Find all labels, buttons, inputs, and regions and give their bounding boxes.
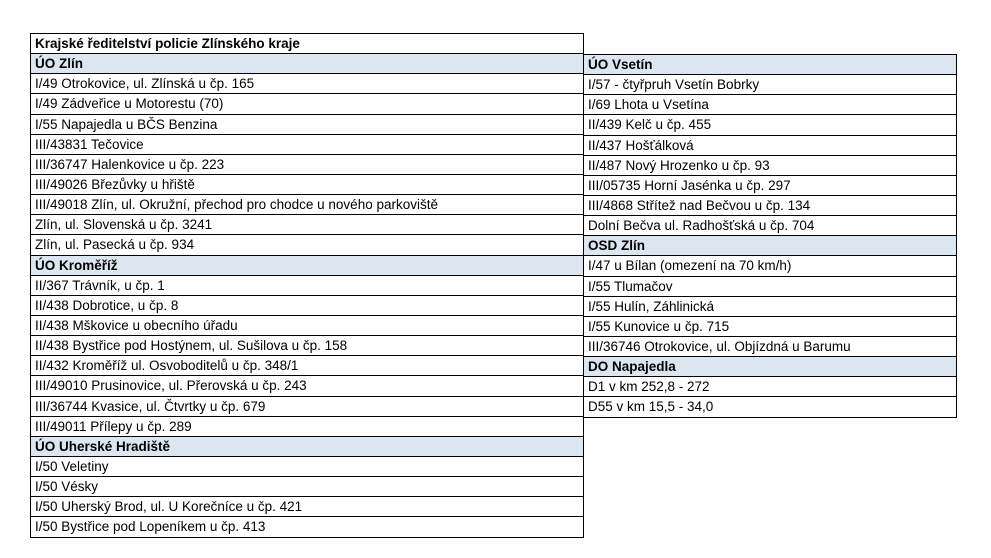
table-cell[interactable]: II/437 Hošťálková <box>584 135 957 155</box>
table-row <box>584 175 957 195</box>
table-row <box>31 456 584 476</box>
table-cell[interactable]: D1 v km 252,8 - 272 <box>584 377 957 397</box>
table-cell[interactable]: I/50 Uherský Brod, ul. U Korečníce u čp. 421 <box>31 497 584 517</box>
table-cell[interactable]: I/69 Lhota u Vsetína <box>584 95 957 115</box>
table-row <box>31 74 584 94</box>
table-cell[interactable]: III/49018 Zlín, ul. Okružní, přechod pro chodce u nového parkoviště <box>31 195 584 215</box>
table-row <box>584 115 957 135</box>
table-cell[interactable]: I/47 u Bílan (omezení na 70 km/h) <box>584 256 957 276</box>
table-row <box>31 416 584 436</box>
table-row <box>584 95 957 115</box>
right-table-body <box>584 55 957 418</box>
table-cell[interactable]: III/49011 Přílepy u čp. 289 <box>31 416 584 436</box>
right-table <box>583 54 957 418</box>
table-row <box>584 336 957 356</box>
table-cell[interactable]: I/49 Zádveřice u Motorestu (70) <box>31 94 584 114</box>
table-row <box>31 497 584 517</box>
title-row <box>31 34 584 54</box>
section-header-cell[interactable]: ÚO Vsetín <box>584 55 957 75</box>
table-cell[interactable]: III/36746 Otrokovice, ul. Objízdná u Barumu <box>584 336 957 356</box>
table-cell[interactable]: I/55 Napajedla u BČS Benzina <box>31 114 584 134</box>
table-cell[interactable]: Zlín, ul. Pasecká u čp. 934 <box>31 235 584 255</box>
left-table-body <box>31 34 584 538</box>
section-header-cell[interactable]: ÚO Kroměříž <box>31 255 584 275</box>
table-cell[interactable]: II/438 Mškovice u obecního úřadu <box>31 315 584 335</box>
table-row <box>31 195 584 215</box>
table-cell[interactable]: II/487 Nový Hrozenko u čp. 93 <box>584 155 957 175</box>
table-cell[interactable]: III/49026 Březůvky u hřiště <box>31 174 584 194</box>
table-cell[interactable]: I/50 Veletiny <box>31 456 584 476</box>
table-cell[interactable]: III/49010 Prusinovice, ul. Přerovská u čp. 243 <box>31 376 584 396</box>
table-row <box>31 315 584 335</box>
section-header-row <box>31 54 584 74</box>
table-row <box>584 377 957 397</box>
table-row <box>31 235 584 255</box>
section-header-row <box>584 236 957 256</box>
table-row <box>31 94 584 114</box>
section-header-row <box>584 357 957 377</box>
table-cell[interactable]: Dolní Bečva ul. Radhošťská u čp. 704 <box>584 216 957 236</box>
table-row <box>584 135 957 155</box>
table-row <box>31 376 584 396</box>
left-table <box>30 33 584 538</box>
table-row <box>584 75 957 95</box>
table-row <box>31 275 584 295</box>
table-row <box>31 396 584 416</box>
table-row <box>584 276 957 296</box>
table-row <box>584 316 957 336</box>
section-header-row <box>31 255 584 275</box>
table-row <box>584 296 957 316</box>
table-cell[interactable]: III/36747 Halenkovice u čp. 223 <box>31 154 584 174</box>
table-cell[interactable]: I/55 Tlumačov <box>584 276 957 296</box>
table-row <box>31 295 584 315</box>
section-header-cell[interactable]: ÚO Zlín <box>31 54 584 74</box>
section-header-cell[interactable]: OSD Zlín <box>584 236 957 256</box>
table-row <box>31 356 584 376</box>
section-header-row <box>584 55 957 75</box>
document-title[interactable]: Krajské ředitelství policie Zlínského kraje <box>31 34 584 54</box>
table-cell[interactable]: I/57 - čtyřpruh Vsetín Bobrky <box>584 75 957 95</box>
section-header-row <box>31 436 584 456</box>
table-cell[interactable]: I/55 Hulín, Záhlinická <box>584 296 957 316</box>
section-header-cell[interactable]: DO Napajedla <box>584 357 957 377</box>
table-row <box>31 134 584 154</box>
table-row <box>31 174 584 194</box>
table-row <box>584 195 957 215</box>
table-cell[interactable]: I/49 Otrokovice, ul. Zlínská u čp. 165 <box>31 74 584 94</box>
table-cell[interactable]: I/50 Bystřice pod Lopeníkem u čp. 413 <box>31 517 584 537</box>
table-cell[interactable]: III/36744 Kvasice, ul. Čtvrtky u čp. 679 <box>31 396 584 416</box>
table-row <box>31 154 584 174</box>
table-cell[interactable]: III/43831 Tečovice <box>31 134 584 154</box>
table-row <box>31 517 584 537</box>
table-cell[interactable]: D55 v km 15,5 - 34,0 <box>584 397 957 417</box>
table-cell[interactable]: III/05735 Horní Jasénka u čp. 297 <box>584 175 957 195</box>
table-cell[interactable]: II/439 Kelč u čp. 455 <box>584 115 957 135</box>
table-cell[interactable]: II/438 Dobrotice, u čp. 8 <box>31 295 584 315</box>
table-row <box>584 256 957 276</box>
table-row <box>31 336 584 356</box>
table-row <box>584 216 957 236</box>
table-cell[interactable]: Zlín, ul. Slovenská u čp. 3241 <box>31 215 584 235</box>
table-row <box>584 155 957 175</box>
table-cell[interactable]: II/438 Bystřice pod Hostýnem, ul. Sušilova u čp. 158 <box>31 336 584 356</box>
table-row <box>31 215 584 235</box>
table-cell[interactable]: II/367 Trávník, u čp. 1 <box>31 275 584 295</box>
table-row <box>31 114 584 134</box>
table-cell[interactable]: I/55 Kunovice u čp. 715 <box>584 316 957 336</box>
table-row <box>31 477 584 497</box>
section-header-cell[interactable]: ÚO Uherské Hradiště <box>31 436 584 456</box>
table-cell[interactable]: III/4868 Střítež nad Bečvou u čp. 134 <box>584 195 957 215</box>
table-cell[interactable]: I/50 Vésky <box>31 477 584 497</box>
table-cell[interactable]: II/432 Kroměříž ul. Osvoboditelů u čp. 348/1 <box>31 356 584 376</box>
table-row <box>584 397 957 417</box>
